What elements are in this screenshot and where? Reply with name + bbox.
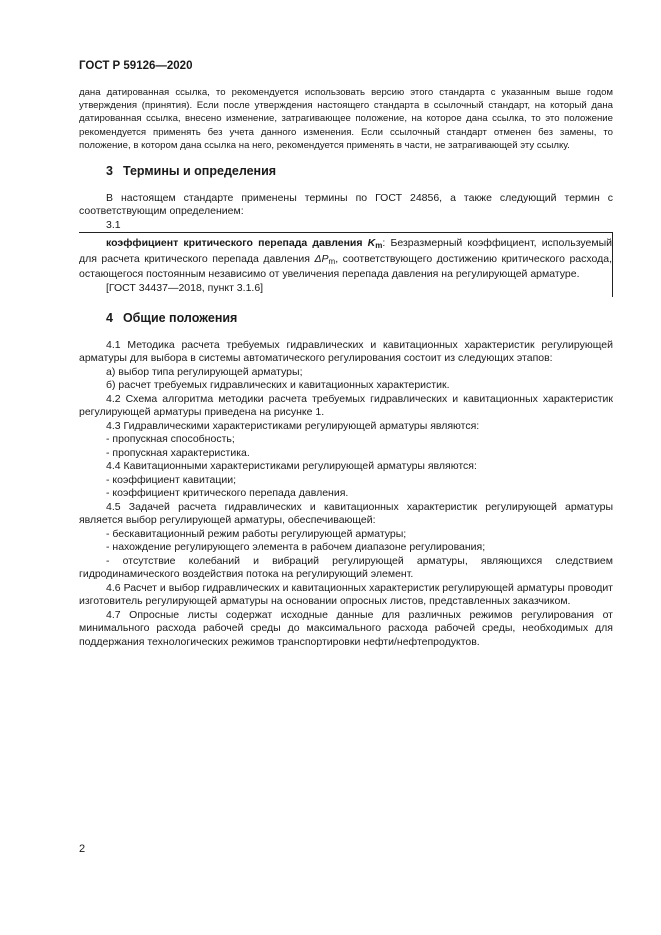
term-number: 3.1 [106,218,121,231]
term-definition-box [79,232,613,297]
section-3-heading [79,165,613,179]
list-item: - коэффициент кавитации; [106,473,237,486]
list-item: - пропускная способность; [106,433,235,446]
list-item-b: б) расчет требуемых гидравлических и кавитационных характеристик. [106,379,450,392]
term-symbol-subscript: m [375,241,383,251]
section-3-title: Термины и определения [122,164,277,179]
intro-paragraph: дана датированная ссылка, то рекомендуется использовать версию этого стандарта с указанным выше годом утверждения (принятия). Если после утверждения настоящего стандарта в ссылочный стандарт, на который дана датированная ссылка, внесено изменение, затрагивающее положение, на которое дана ссылка, то это положение рекомендуется применять без учета данного изменения. Если ссылочный стандарт отменен без замены, то положение, в котором дана ссылка на него, рекомендуется применять в части, не затрагивающей эту ссылку. [79,87,613,151]
section-3-number: 3 [106,164,113,179]
term-source: [ГОСТ 34437—2018, пункт 3.1.6] [106,281,264,294]
list-item: - отсутствие колебаний и вибраций регулирующей арматуры, являющихся следствием гидродинамического воздействия потока на регулирующий элемент. [79,554,613,581]
paragraph-4-1: 4.1 Методика расчета требуемых гидравлических и кавитационных характеристик регулирующей арматуры для выбора в системы автоматического регулирования состоит из следующих этапов: [79,338,613,365]
definition-symbol: ΔP [314,252,329,265]
section-4-number: 4 [106,311,113,326]
page-content [79,86,613,649]
paragraph-4-6: 4.6 Расчет и выбор гидравлических и кавитационных характеристик регулирующей арматуры проводит изготовитель регулирующей арматуры на основании опросных листов, представленных заказчиком. [79,581,613,608]
section-3-intro: В настоящем стандарте применены термины по ГОСТ 24856, а также следующий термин с соответствующим определением: [79,191,613,218]
definition-part-1: : Безразмерный коэффициент, используемый для расчета критического перепада давления [79,237,612,265]
list-item-a: а) выбор типа регулирующей арматуры; [106,365,303,378]
paragraph-4-5: 4.5 Задачей расчета гидравлических и кавитационных характеристик регулирующей арматуры является выбор регулирующей арматуры, обеспечивающей: [79,500,613,527]
section-4-heading [79,312,613,326]
term-symbol: K [367,237,376,250]
list-item: - бескавитационный режим работы регулирующей арматуры; [106,527,407,540]
term-name: коэффициент критического перепада давления [106,237,363,250]
definition-part-2: , соответствующего достижению критического расхода, остающегося постоянным независимо от увеличения перепада давления на регулирующей арматуре. [79,252,612,281]
paragraph-4-4: 4.4 Кавитационными характеристиками регулирующей арматуры являются: [106,460,477,473]
list-item: - коэффициент критического перепада давления. [106,487,349,500]
document-header: ГОСТ Р 59126—2020 [79,60,193,72]
paragraph-4-3: 4.3 Гидравлическими характеристиками регулирующей арматуры являются: [106,419,480,432]
paragraph-4-7: 4.7 Опросные листы содержат исходные данные для различных режимов регулирования от минимального расхода рабочей среды до максимального расхода рабочей среды, необходимых для поддержания технологических режимов транспортировки нефти/нефтепродуктов. [79,608,613,648]
paragraph-4-2: 4.2 Схема алгоритма методики расчета требуемых гидравлических и кавитационных характеристик регулирующей арматуры приведена на рисунке 1. [79,392,613,419]
section-4-title: Общие положения [122,311,238,326]
list-item: - пропускная характеристика. [106,446,250,459]
list-item: - нахождение регулирующего элемента в рабочем диапазоне регулирования; [106,541,486,554]
term-definition [79,237,612,282]
page-number: 2 [79,843,86,855]
definition-symbol-subscript: m [328,256,336,266]
